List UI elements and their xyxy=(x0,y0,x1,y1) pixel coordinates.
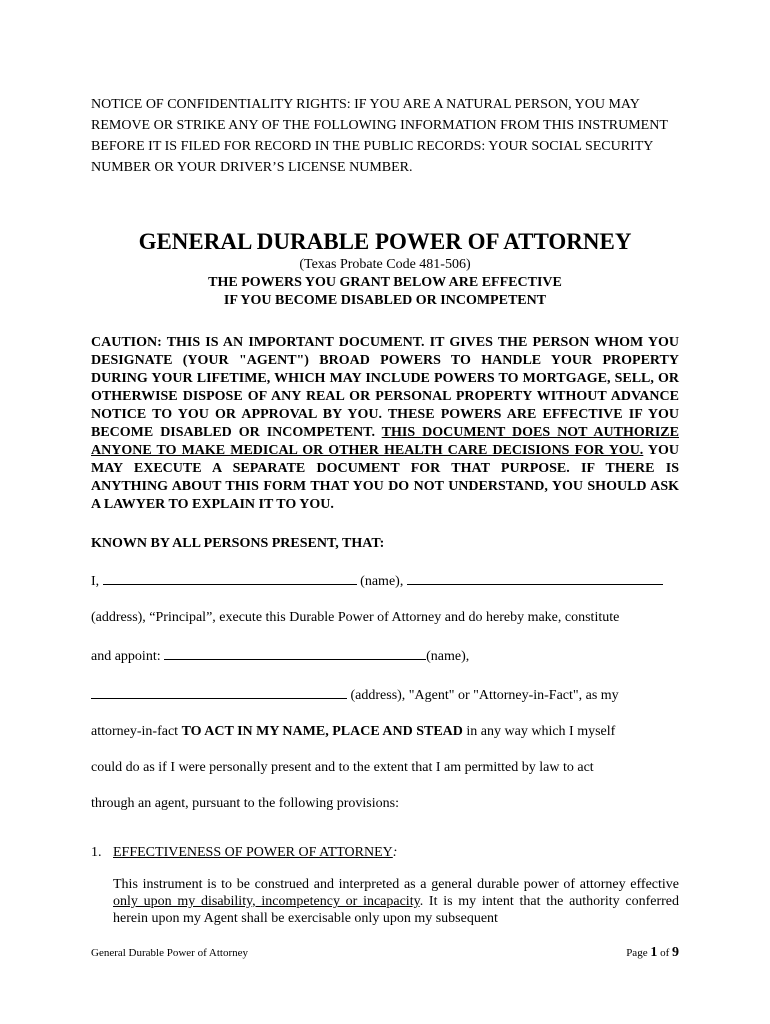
agent-address-label: (address), "Agent" or "Attorney-in-Fact", as my xyxy=(350,688,619,703)
section-1-title: EFFECTIVENESS OF POWER OF ATTORNEY xyxy=(113,845,393,860)
agent-name-label: (name), xyxy=(426,649,470,664)
section-1-body-underlined: only upon my disability, incompetency or incapacity xyxy=(113,894,420,909)
principal-name-label: (name), xyxy=(360,574,404,589)
agent-address-line xyxy=(91,684,679,705)
principal-prefix: I, xyxy=(91,574,100,589)
confidentiality-notice: NOTICE OF CONFIDENTIALITY RIGHTS: IF YOU ARE A NATURAL PERSON, YOU MAY REMOVE OR STRIKE ANY OF THE FOLLOWING INFORMATION FROM THIS INSTRUMENT BEFORE IT IS FILED FOR RECORD IN THE PUBLIC RECORDS: YOUR SOCIAL SECURITY NUMBER OR YOUR DRIVER’S LICENSE NUMBER. xyxy=(91,97,668,175)
appoint-prefix: and appoint: xyxy=(91,649,161,664)
document-page xyxy=(91,94,679,927)
principal-line: (address), “Principal”, execute this Durable Power of Attorney and do hereby make, constitute xyxy=(91,610,620,625)
principal-address-blank[interactable] xyxy=(407,570,663,585)
section-1-body xyxy=(113,876,679,927)
section-1-title-colon: : xyxy=(392,845,398,860)
appoint-line xyxy=(91,645,679,666)
principal-name-blank[interactable] xyxy=(103,570,357,585)
caution-text-2: YOU MAY EXECUTE A SEPARATE DOCUMENT FOR THAT PURPOSE. IF THERE IS ANYTHING ABOUT THIS FORM THAT YOU DO NOT UNDERSTAND, YOU SHOULD ASK A LAWYER TO EXPLAIN IT TO YOU. xyxy=(91,443,679,512)
document-title: GENERAL DURABLE POWER OF ATTORNEY xyxy=(138,229,632,254)
agent-address-blank[interactable] xyxy=(91,684,347,699)
agent-name-blank[interactable] xyxy=(164,645,426,660)
act-line xyxy=(91,723,679,741)
footer-document-name: General Durable Power of Attorney xyxy=(91,947,249,959)
footer-page-number xyxy=(626,945,679,961)
footer-page-total: 9 xyxy=(672,945,679,960)
principal-name-line xyxy=(91,570,679,591)
caution-underlined-text: THIS DOCUMENT DOES NOT AUTHORIZE ANYONE TO MAKE MEDICAL OR OTHER HEALTH CARE DECISIONS FOR YOU. xyxy=(91,425,679,458)
caution-text-1: CAUTION: THIS IS AN IMPORTANT DOCUMENT. IT GIVES THE PERSON WHOM YOU DESIGNATE (YOUR "AGENT") BROAD POWERS TO HANDLE YOUR PROPERTY DURING YOUR LIFETIME, WHICH MAY INCLUDE POWERS TO MORTGAGE, SELL, OR OTHERWISE DISPOSE OF ANY REAL OR PERSONAL PROPERTY WITHOUT ADVANCE NOTICE TO YOU OR APPROVAL BY YOU. THESE POWERS ARE EFFECTIVE IF YOU BECOME DISABLED OR INCOMPETENT. xyxy=(91,335,679,440)
effective-line-2: IF YOU BECOME DISABLED OR INCOMPETENT xyxy=(223,293,547,308)
caution-paragraph xyxy=(91,334,679,514)
footer-page-of: of xyxy=(657,947,672,959)
could-line: could do as if I were personally present and to the extent that I am permitted by law to act xyxy=(91,760,594,775)
act-suffix: in any way which I myself xyxy=(462,724,616,739)
act-prefix: attorney-in-fact xyxy=(91,724,182,739)
footer-page-label: Page xyxy=(626,947,651,959)
footer-page-current: 1 xyxy=(650,945,658,960)
effective-line-1: THE POWERS YOU GRANT BELOW ARE EFFECTIVE xyxy=(208,275,562,290)
section-1-number: 1. xyxy=(91,845,102,860)
through-line: through an agent, pursuant to the following provisions: xyxy=(91,796,399,811)
section-1-body-text-2: . It is my intent that the authority conferred herein upon my Agent shall be exercisable only upon my subsequent xyxy=(113,894,679,926)
document-subtitle: (Texas Probate Code 481-506) xyxy=(299,257,471,272)
known-heading: KNOWN BY ALL PERSONS PRESENT, THAT: xyxy=(91,536,385,551)
act-bold: TO ACT IN MY NAME, PLACE AND STEAD xyxy=(181,724,463,739)
section-1-body-text-1: This instrument is to be construed and interpreted as a general durable power of attorney effective xyxy=(113,877,679,892)
section-1-heading xyxy=(91,844,679,862)
